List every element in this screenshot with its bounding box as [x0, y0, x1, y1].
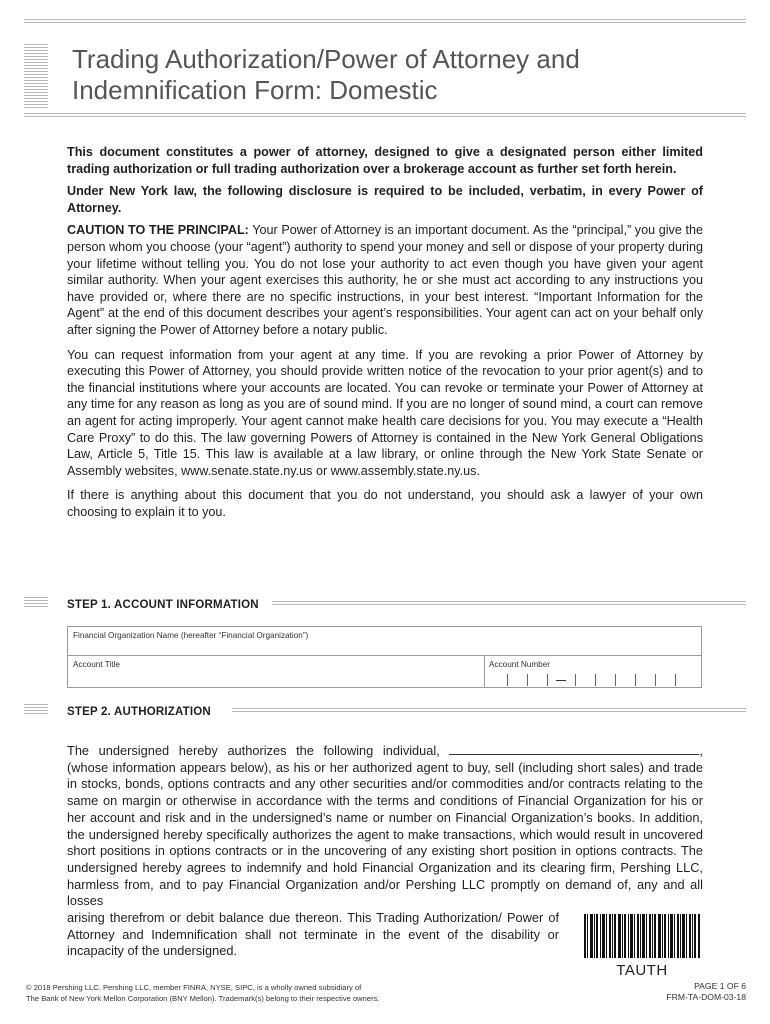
barcode-label: TAUTH	[616, 962, 668, 979]
step1-hatch-mark	[24, 597, 48, 609]
caution-label: CAUTION TO THE PRINCIPAL:	[67, 223, 249, 238]
financial-organization-field[interactable]	[67, 626, 702, 656]
form-code: FRM-TA-DOM-03-18	[666, 992, 746, 1002]
lawyer-paragraph: If there is anything about this document that you do not understand, you should ask a lawyer of your own choosing to explain it to you.	[67, 488, 703, 519]
page-number: PAGE 1 OF 6	[694, 981, 746, 991]
caution-text: Your Power of Attorney is an important document. As the “principal,” you give the person whom you choose (your “agent”) authority to spend your money and sell or dispose of your property during your lifetime without telling you. You do not lose your authority to act even though you have given your agent similar authority. When your agent exercises this authority, he or she must act according to any instructions you have provided or, where there are no specific instructions, in your best interest. “Important Information for the Agent” at the end of this document describes your agent’s responsibilities. Your agent can act on your behalf only after signing the Power of Attorney before a notary public.	[67, 223, 703, 337]
footer-copyright-line2: The Bank of New York Mellon Corporation (BNY Mellon). Trademark(s) belong to their respective owners.	[26, 994, 380, 1003]
barcode	[583, 914, 701, 979]
authorization-lead-text: The undersigned hereby authorizes the following individual,	[67, 743, 440, 758]
step2-heading-rule	[232, 708, 746, 714]
digit-separator	[556, 680, 566, 681]
step2-hatch-mark	[24, 704, 48, 716]
financial-organization-label: Financial Organization Name (hereafter “Financial Organization”)	[73, 631, 309, 640]
digit-tick	[615, 674, 616, 686]
page-title-line2: Indemnification Form: Domestic	[72, 75, 438, 105]
step1-heading-rule	[272, 601, 746, 607]
digit-tick	[655, 674, 656, 686]
account-number-label: Account Number	[489, 660, 550, 669]
request-info-paragraph: You can request information from your agent at any time. If you are revoking a prior Power of Attorney by executing this Power of Attorney, you should provide written notice of the revocation to your prior agent(s) and to the financial institutions where your accounts are located. You can revoke or terminate your Power of Attorney at any time for any reason as long as you are of sound mind. If you are no longer of sound mind, a court can remove an agent for acting improperly. Your agent cannot make health care decisions for you. You may execute a “Health Care Proxy” to do this. The law governing Powers of Attorney is contained in the New York General Obligations Law, Article 5, Title 15. This law is available at a law library, or online through the New York State Senate or Assembly websites, www.senate.state.ny.us or www.assembly.state.ny.us.	[67, 347, 703, 478]
intro-bold-paragraph: This document constitutes a power of attorney, designed to give a designated person either limited trading authorization or full trading authorization over a brokerage account as further set forth herein.	[67, 145, 703, 176]
agent-name-input[interactable]	[449, 742, 699, 755]
digit-tick	[635, 674, 636, 686]
ny-law-paragraph: Under New York law, the following disclosure is required to be included, verbatim, in every Power of Attorney.	[67, 184, 703, 215]
barcode-icon	[583, 914, 701, 958]
account-title-field[interactable]	[67, 655, 485, 688]
page-title	[72, 44, 712, 106]
account-title-label: Account Title	[73, 660, 120, 669]
intro-section	[67, 144, 703, 520]
authorization-paragraph	[67, 742, 703, 910]
authorization-closing-text: arising therefrom or debit balance due thereon. This Trading Authorization/ Power of Attorney and Indemnification shall not terminate in the event of the disability or incapacity of the undersigned.	[67, 910, 559, 959]
step1-heading: STEP 1. ACCOUNT INFORMATION	[67, 599, 259, 611]
digit-tick	[575, 674, 576, 686]
header-bottom-rule	[24, 113, 746, 119]
header-top-rule	[24, 19, 746, 25]
header-left-hatch-block	[24, 44, 48, 108]
authorization-lead-comma: ,	[699, 743, 703, 758]
digit-tick	[527, 674, 528, 686]
page-title-line1: Trading Authorization/Power of Attorney and	[72, 44, 580, 74]
digit-tick	[547, 674, 548, 686]
footer-page-info	[666, 981, 746, 1003]
digit-tick	[595, 674, 596, 686]
digit-tick	[507, 674, 508, 686]
digit-tick	[675, 674, 676, 686]
step2-heading: STEP 2. AUTHORIZATION	[67, 706, 211, 718]
footer-copyright-line1: © 2018 Pershing LLC. Pershing LLC, member FINRA, NYSE, SIPC, is a wholly owned subsidiary of	[26, 983, 362, 992]
authorization-body-text: (whose information appears below), as his or her authorized agent to buy, sell (including short sales) and trade in stocks, bonds, options contracts and any other securities and/or commodities and/or contracts relating to the same on margin or otherwise in accordance with the terms and conditions of Financial Organization for his or her account and risk and in the undersigned’s name or number on Financial Organization’s books. In addition, the undersigned hereby specifically authorizes the agent to make transactions, which would result in uncovered short positions in options contracts or in the uncovering of any existing short position in options contracts. The undersigned hereby agrees to indemnify and hold Financial Organization and its clearing firm, Pershing LLC, harmless from, and to pay Financial Organization and/or Pershing LLC promptly on demand of, any and all losses	[67, 759, 703, 909]
caution-paragraph	[67, 222, 703, 338]
footer-copyright	[26, 982, 380, 1004]
account-number-digit-boxes	[497, 674, 687, 686]
